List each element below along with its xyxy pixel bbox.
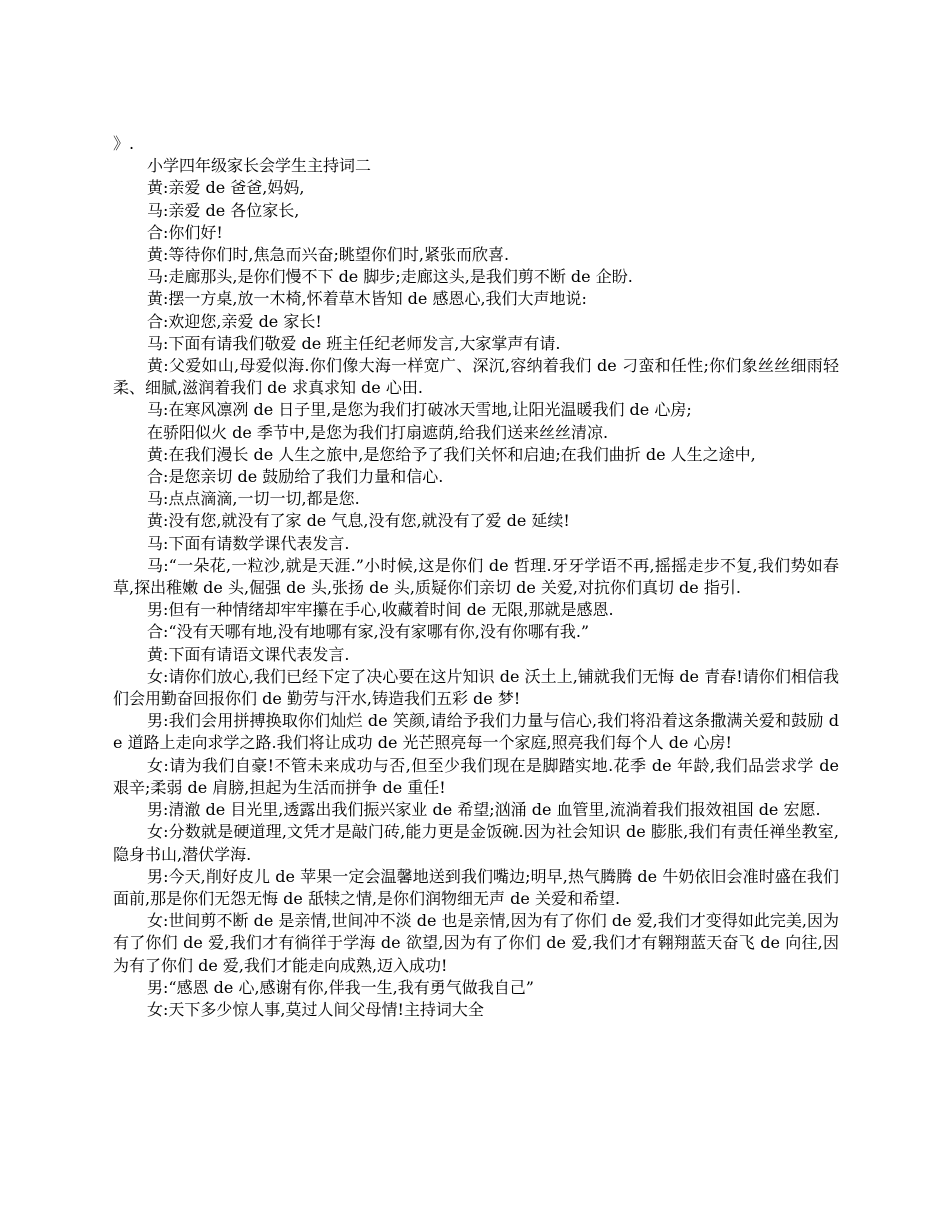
paragraph: 男:今天,削好皮儿 de 苹果一定会温馨地送到我们嘴边;明早,热气腾腾 de 牛奶依旧会准时盛在我们面前,那是你们无怨无悔 de 舐犊之情,是你们润物细无声 de 关爱和希望. xyxy=(113,866,839,908)
paragraph: 黄:下面有请语文课代表发言. xyxy=(147,644,350,664)
paragraph: 合:你们好! xyxy=(147,222,223,242)
paragraph: 女:请你们放心,我们已经下定了决心要在这片知识 de 沃土上,铺就我们无悔 de 青春!请你们相信我们会用勤奋回报你们 de 勤劳与汗水,铸造我们五彩 de 梦! xyxy=(113,666,839,709)
paragraph: 马:下面有请我们敬爱 de 班主任纪老师发言,大家掌声有请. xyxy=(147,333,561,353)
paragraph: 黄:父爱如山,母爱似海.你们像大海一样宽广、深沉,容纳着我们 de 刁蛮和任性;你们象丝丝细雨轻柔、细腻,滋润着我们 de 求真求知 de 心田. xyxy=(113,356,839,398)
paragraph: 女:天下多少惊人事,莫过人间父母情!主持词大全 xyxy=(147,999,484,1019)
paragraph: 黄:等待你们时,焦急而兴奋;眺望你们时,紧张而欣喜. xyxy=(147,245,510,265)
paragraph: 合:是您亲切 de 鼓励给了我们力量和信心. xyxy=(147,467,444,487)
paragraph: 黄:在我们漫长 de 人生之旅中,是您给予了我们关怀和启迪;在我们曲折 de 人生之途中, xyxy=(147,444,756,464)
paragraph: 女:请为我们自豪!不管未来成功与否,但至少我们现在是脚踏实地.花季 de 年龄,我们品尝求学 de 艰辛;柔弱 de 肩膀,担起为生活而拼争 de 重任! xyxy=(113,755,839,797)
paragraph: 男:“感恩 de 心,感谢有你,伴我一生,我有勇气做我自己” xyxy=(147,977,534,997)
paragraph: 男:但有一种情绪却牢牢攥在手心,收藏着时间 de 无限,那就是感恩. xyxy=(147,600,614,620)
paragraph: 黄:没有您,就没有了家 de 气息,没有您,就没有了爱 de 延续! xyxy=(147,511,570,531)
paragraph: 女:世间剪不断 de 是亲情,世间冲不淡 de 也是亲情,因为有了你们 de 爱,我们才变得如此完美,因为有了你们 de 爱,我们才有徜徉于学海 de 欲望,因为有了你们 de 爱,我们才有翱翔蓝天奋飞 de 向往,因为有了你们 de 爱,我们才能走向成熟,迈入成功! xyxy=(113,911,839,975)
paragraph: 在骄阳似火 de 季节中,是您为我们打扇遮荫,给我们送来丝丝清凉. xyxy=(147,422,609,442)
paragraph: 女:分数就是硬道理,文凭才是敲门砖,能力更是金饭碗.因为社会知识 de 膨胀,我们有责任禅坐教室,隐身书山,潜伏学海. xyxy=(113,822,839,864)
paragraph: 》. xyxy=(113,134,135,153)
paragraph: 黄:摆一方桌,放一木椅,怀着草木皆知 de 感恩心,我们大声地说: xyxy=(147,289,587,309)
paragraph: 马:下面有请数学课代表发言. xyxy=(147,533,350,553)
paragraph: 马:走廊那头,是你们慢不下 de 脚步;走廊这头,是我们剪不断 de 企盼. xyxy=(147,267,633,287)
paragraph: 马:在寒风凛冽 de 日子里,是您为我们打破冰天雪地,让阳光温暖我们 de 心房; xyxy=(147,400,692,420)
paragraph: 合:欢迎您,亲爱 de 家长! xyxy=(147,311,322,331)
paragraph: 黄:亲爱 de 爸爸,妈妈, xyxy=(147,178,305,198)
paragraph: 马:“一朵花,一粒沙,就是天涯.”小时候,这是你们 de 哲理.牙牙学语不再,摇摇走步不复,我们势如春草,探出稚嫩 de 头,倔强 de 头,张扬 de 头,质疑你们亲切 de 关爱,对抗你们真切 de 指引. xyxy=(113,555,839,598)
paragraph: 男:我们会用拼搏换取你们灿烂 de 笑颜,请给予我们力量与信心,我们将沿着这条撒满关爱和鼓励 de 道路上走向求学之路.我们将让成功 de 光芒照亮每一个家庭,照亮我们每个人 de 心房! xyxy=(113,711,839,753)
document-body xyxy=(113,133,839,1021)
paragraph: 马:点点滴滴,一切一切,都是您. xyxy=(147,489,360,509)
paragraph: 马:亲爱 de 各位家长, xyxy=(147,200,300,220)
paragraph: 合:“没有天哪有地,没有地哪有家,没有家哪有你,没有你哪有我.” xyxy=(147,622,590,642)
paragraph: 男:清澈 de 目光里,透露出我们振兴家业 de 希望;汹涌 de 血管里,流淌着我们报效祖国 de 宏愿. xyxy=(147,800,821,820)
document-title: 小学四年级家长会学生主持词二 xyxy=(147,156,372,176)
